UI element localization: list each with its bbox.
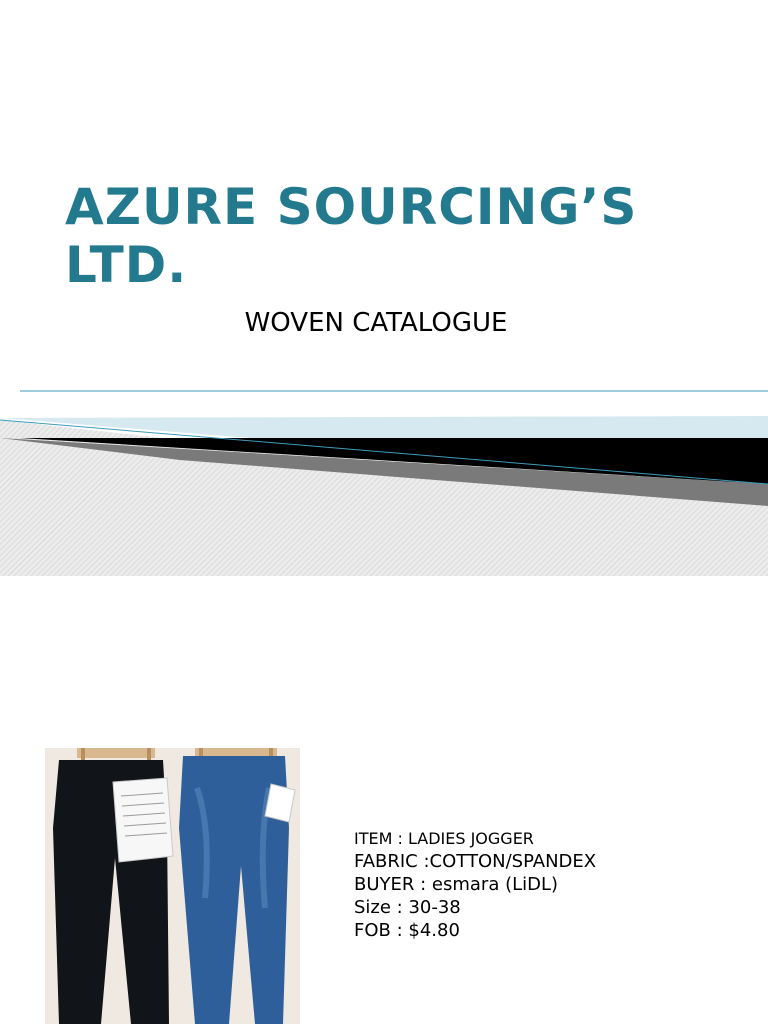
spec-size: Size : 30-38 [354, 897, 461, 918]
paper-tag [113, 778, 173, 862]
decorative-banner [0, 380, 768, 580]
spec-buyer: BUYER : esmara (LiDL) [354, 874, 559, 895]
spec-fob: FOB : $4.80 [354, 920, 460, 941]
spec-item: ITEM : LADIES JOGGER [354, 829, 534, 848]
price-tag [265, 784, 295, 822]
slide-subtitle: WOVEN CATALOGUE [244, 308, 508, 338]
product-specs [354, 828, 596, 942]
slide-title: AZURE SOURCING’S LTD. [65, 178, 638, 294]
banner-graphic [0, 380, 768, 580]
jeans-illustration [45, 748, 300, 1024]
spec-fabric: FABRIC :COTTON/SPANDEX [354, 851, 597, 872]
product-photo [45, 748, 300, 1024]
